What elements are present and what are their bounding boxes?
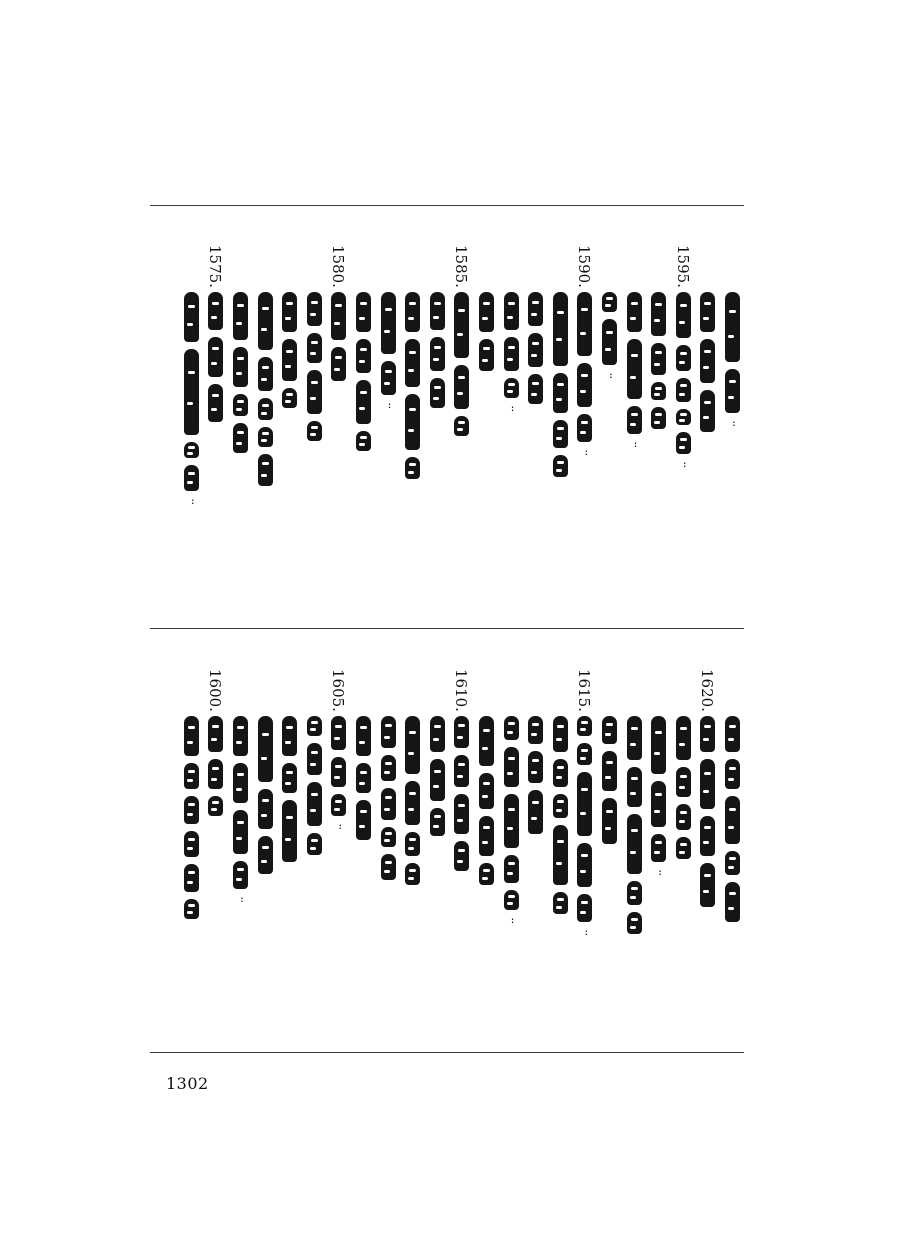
script-word — [405, 781, 420, 825]
script-word — [676, 716, 691, 760]
script-line — [676, 716, 691, 859]
punctuation-mark: ᠄ — [582, 447, 588, 460]
script-word — [184, 796, 199, 824]
script-word — [528, 751, 543, 783]
script-word — [651, 834, 666, 862]
script-word — [356, 800, 371, 840]
script-word — [405, 832, 420, 856]
script-line — [553, 292, 568, 477]
script-word — [577, 292, 592, 356]
script-word — [602, 319, 617, 365]
script-word — [700, 816, 715, 856]
script-word — [577, 772, 592, 836]
script-word — [676, 837, 691, 859]
script-word — [553, 825, 568, 885]
script-word — [627, 292, 642, 332]
script-word — [627, 716, 642, 760]
script-word — [479, 773, 494, 809]
script-word — [479, 816, 494, 856]
middle-rule — [150, 628, 744, 629]
script-line — [307, 292, 322, 441]
script-line — [331, 292, 346, 381]
script-line — [454, 716, 469, 871]
punctuation-mark: ᠄ — [582, 927, 588, 940]
script-word — [233, 861, 248, 889]
script-word — [233, 347, 248, 387]
script-line — [233, 716, 248, 908]
script-word — [258, 454, 273, 486]
script-word — [504, 378, 519, 398]
script-line — [528, 716, 543, 834]
script-word — [676, 767, 691, 797]
script-word — [258, 427, 273, 447]
script-word — [356, 763, 371, 793]
script-word — [553, 892, 568, 914]
script-word — [479, 339, 494, 371]
script-line — [676, 292, 691, 473]
script-line — [651, 292, 666, 429]
script-line — [331, 716, 346, 835]
script-line — [602, 716, 617, 844]
script-word — [381, 854, 396, 880]
top-rule — [150, 205, 744, 206]
script-line — [700, 716, 715, 907]
script-word — [553, 420, 568, 448]
script-word — [381, 716, 396, 748]
script-word — [405, 457, 420, 479]
script-word — [700, 390, 715, 432]
script-line — [356, 716, 371, 840]
script-word — [454, 716, 469, 748]
script-line — [405, 716, 420, 885]
script-word — [184, 864, 199, 892]
script-word — [282, 716, 297, 756]
script-line — [307, 716, 322, 855]
punctuation-mark: ᠄ — [508, 915, 514, 928]
script-word — [307, 743, 322, 775]
script-line — [700, 292, 715, 432]
script-word — [454, 416, 469, 436]
script-word — [700, 716, 715, 752]
script-line — [184, 716, 199, 919]
script-line — [208, 716, 223, 816]
script-word — [504, 794, 519, 848]
script-word — [208, 759, 223, 789]
script-line — [258, 716, 273, 874]
script-line — [602, 292, 617, 384]
script-word — [676, 432, 691, 454]
script-word — [405, 863, 420, 885]
script-word — [331, 716, 346, 750]
script-word — [233, 716, 248, 756]
script-word — [430, 716, 445, 752]
script-word — [700, 292, 715, 332]
script-word — [430, 759, 445, 801]
script-word — [282, 800, 297, 862]
script-word — [676, 378, 691, 402]
script-line — [282, 292, 297, 408]
script-word — [405, 394, 420, 450]
script-word — [700, 863, 715, 907]
script-word — [331, 757, 346, 787]
script-line — [430, 716, 445, 836]
line-number: 1595. — [673, 245, 692, 288]
script-word — [282, 388, 297, 408]
script-word — [208, 796, 223, 816]
script-word — [479, 716, 494, 766]
punctuation-mark: ᠄ — [631, 439, 637, 452]
script-line — [454, 292, 469, 436]
script-word — [627, 406, 642, 434]
script-word — [381, 788, 396, 820]
script-line — [725, 292, 740, 432]
script-word — [208, 384, 223, 422]
script-word — [258, 716, 273, 782]
script-word — [725, 369, 740, 413]
script-word — [307, 370, 322, 414]
script-word — [208, 337, 223, 377]
script-line — [725, 716, 740, 922]
script-word — [258, 398, 273, 420]
script-line — [504, 716, 519, 929]
script-word — [602, 798, 617, 844]
script-word — [258, 292, 273, 350]
line-number: 1615. — [575, 669, 594, 712]
script-line — [577, 292, 592, 461]
script-line — [627, 716, 642, 934]
script-word — [454, 794, 469, 834]
script-word — [602, 751, 617, 791]
script-word — [602, 716, 617, 744]
script-word — [553, 716, 568, 752]
script-word — [307, 716, 322, 736]
script-word — [651, 343, 666, 375]
script-word — [454, 292, 469, 358]
script-word — [282, 292, 297, 332]
script-word — [528, 374, 543, 404]
script-word — [184, 716, 199, 756]
script-word — [528, 716, 543, 744]
script-word — [676, 345, 691, 371]
punctuation-mark: ᠄ — [656, 867, 661, 880]
bottom-rule — [150, 1052, 744, 1053]
script-word — [184, 292, 199, 342]
script-word — [208, 292, 223, 330]
script-word — [184, 442, 199, 458]
script-word — [725, 796, 740, 844]
script-word — [651, 382, 666, 400]
script-line — [479, 292, 494, 371]
script-word — [553, 455, 568, 477]
line-number: 1610. — [452, 669, 471, 712]
script-word — [233, 763, 248, 803]
script-word — [479, 863, 494, 885]
script-word — [676, 409, 691, 425]
line-number: 1605. — [329, 669, 348, 712]
script-word — [504, 855, 519, 883]
script-word — [356, 716, 371, 756]
script-word — [651, 716, 666, 774]
script-word — [258, 789, 273, 829]
script-word — [405, 339, 420, 387]
script-word — [700, 339, 715, 383]
script-line — [405, 292, 420, 479]
script-line — [528, 292, 543, 404]
script-word — [454, 755, 469, 787]
script-word — [651, 781, 666, 827]
script-word — [331, 347, 346, 381]
script-word — [627, 912, 642, 934]
script-word — [725, 851, 740, 875]
script-word — [725, 759, 740, 789]
page-number: 1302 — [166, 1074, 209, 1093]
script-word — [356, 339, 371, 373]
script-word — [504, 890, 519, 910]
script-word — [577, 843, 592, 887]
punctuation-mark: ᠄ — [385, 400, 391, 413]
script-word — [528, 333, 543, 367]
script-word — [577, 894, 592, 922]
script-word — [577, 743, 592, 765]
script-word — [725, 882, 740, 922]
line-number: 1620. — [698, 669, 717, 712]
script-word — [602, 292, 617, 312]
script-word — [430, 808, 445, 836]
line-number: 1575. — [206, 245, 225, 288]
punctuation-mark: ᠄ — [508, 403, 514, 416]
script-word — [454, 365, 469, 409]
script-word — [627, 881, 642, 905]
punctuation-mark: ᠄ — [238, 894, 243, 907]
script-word — [307, 833, 322, 855]
script-word — [651, 407, 666, 429]
script-word — [627, 767, 642, 807]
script-line — [577, 716, 592, 941]
script-word — [405, 292, 420, 332]
script-word — [356, 380, 371, 424]
script-word — [233, 394, 248, 416]
script-line — [479, 716, 494, 885]
script-line — [381, 716, 396, 880]
script-word — [307, 421, 322, 441]
script-word — [282, 339, 297, 381]
script-word — [307, 292, 322, 326]
script-word — [627, 814, 642, 874]
script-word — [528, 790, 543, 834]
script-word — [307, 782, 322, 826]
script-word — [258, 357, 273, 391]
line-number: 1590. — [575, 245, 594, 288]
line-number: 1600. — [206, 669, 225, 712]
script-line — [184, 292, 199, 510]
script-line — [282, 716, 297, 862]
script-word — [307, 333, 322, 363]
line-number: 1585. — [452, 245, 471, 288]
script-line — [627, 292, 642, 453]
script-word — [184, 899, 199, 919]
script-word — [405, 716, 420, 774]
script-line — [651, 716, 666, 881]
script-word — [627, 339, 642, 399]
script-word — [553, 759, 568, 787]
script-word — [233, 423, 248, 453]
script-line — [553, 716, 568, 914]
script-word — [331, 292, 346, 340]
script-word — [184, 763, 199, 789]
script-word — [504, 292, 519, 330]
script-word — [282, 763, 297, 793]
script-word — [381, 292, 396, 354]
punctuation-mark: ᠄ — [336, 821, 342, 834]
script-word — [528, 292, 543, 326]
script-word — [504, 716, 519, 740]
script-word — [553, 794, 568, 818]
script-word — [381, 755, 396, 781]
script-word — [454, 841, 469, 871]
script-word — [651, 292, 666, 336]
script-word — [331, 794, 346, 816]
script-word — [553, 373, 568, 413]
script-word — [479, 292, 494, 332]
script-word — [504, 747, 519, 787]
script-word — [184, 831, 199, 857]
script-word — [184, 465, 199, 491]
line-number: 1580. — [329, 245, 348, 288]
punctuation-mark: ᠄ — [730, 418, 735, 431]
script-word — [700, 759, 715, 809]
script-line — [233, 292, 248, 453]
script-word — [553, 292, 568, 366]
script-word — [233, 810, 248, 854]
script-word — [577, 363, 592, 407]
script-word — [725, 292, 740, 362]
script-word — [577, 414, 592, 442]
script-word — [184, 349, 199, 435]
script-line — [258, 292, 273, 486]
script-word — [430, 292, 445, 330]
script-word — [430, 378, 445, 408]
punctuation-mark: ᠄ — [607, 370, 612, 383]
script-line — [381, 292, 396, 414]
script-word — [381, 361, 396, 395]
script-word — [356, 292, 371, 332]
script-line — [504, 292, 519, 417]
script-word — [381, 827, 396, 847]
punctuation-mark: ᠄ — [681, 459, 686, 472]
punctuation-mark: ᠄ — [189, 496, 194, 509]
script-word — [430, 337, 445, 371]
script-word — [725, 716, 740, 752]
script-word — [233, 292, 248, 340]
script-line — [208, 292, 223, 422]
script-word — [676, 804, 691, 830]
script-word — [504, 337, 519, 371]
script-word — [676, 292, 691, 338]
script-word — [577, 716, 592, 736]
script-word — [258, 836, 273, 874]
script-word — [356, 431, 371, 451]
script-line — [430, 292, 445, 408]
script-line — [356, 292, 371, 451]
script-word — [208, 716, 223, 752]
